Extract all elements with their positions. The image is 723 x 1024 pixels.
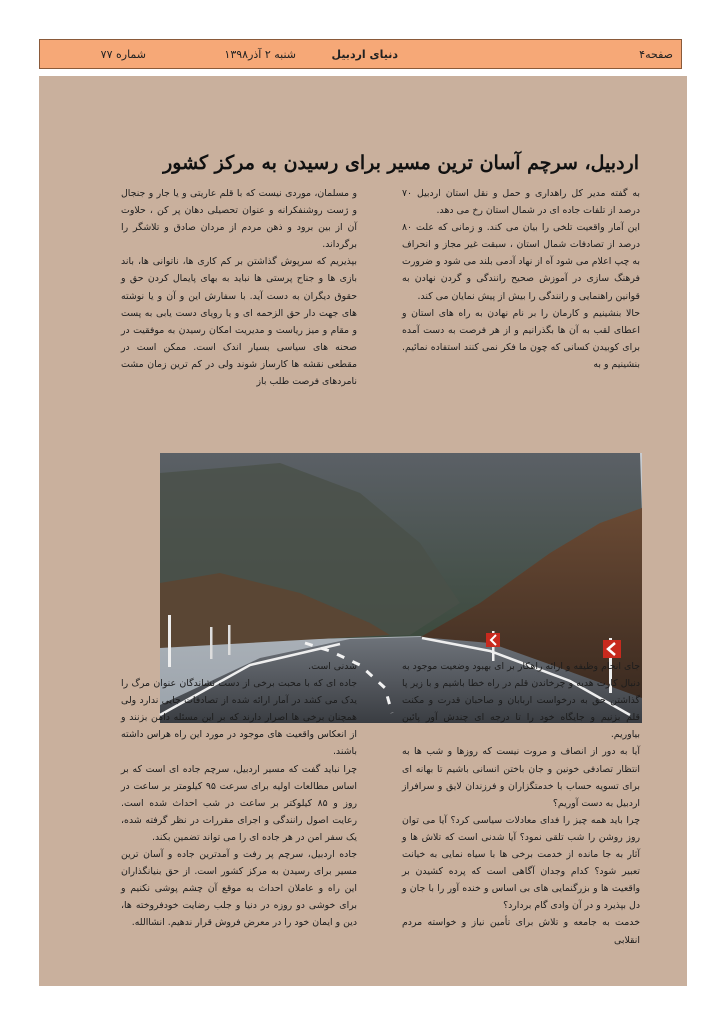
article-headline: اردبیل، سرچم آسان ترین مسیر برای رسیدن به مرکز کشور — [163, 152, 639, 174]
paragraph: چرا نباید گفت که مسیر اردبیل، سرچم جاده ای است که بر اساس مطالعات اولیه برای سرعت ۹۵ کیلومتر بر ساعت در روز و ۸۵ کیلوکتر بر ساعت در شب احداث شده است. رعایت اصول رانندگی و اجرای مقررات در نظر گرفته شده، یک سفر امن در هر جاده ای را می تواند تضمین بکند. — [121, 763, 358, 843]
issue-number: شماره ۷۷ — [100, 48, 146, 61]
newspaper-name: دنیای اردبیل — [331, 48, 398, 61]
paragraph: جای انجام وظیفه و ارائه راهکار بر ای بهبود وضعیت موجود به دنبال کارت هدیه و چرخاندن قلم در راه خطا باشیم و با زیر پا گذاشتن حق به درخواست اربابان و صاحبان قدرت و مکنت قلم بزنیم و جایگاه خود را تا درجه ای چندش آور پائین بیاوریم. — [402, 661, 640, 741]
page-panel — [39, 76, 687, 986]
paragraph: شدنی است. — [308, 661, 357, 672]
paragraph: این آمار واقعیت تلخی را بیان می کند. و زمانی که علت ۸۰ درصد از تصادفات شمال استان ، سبقت غیر مجاز و انحراف به چپ اعلام می شود آه از نهاد آدمی بلند می شود و ضرورت فرهنگ سازی در آموزش صحیح رانندگی و گردن نهادن به قوانین راهنمایی و رانندگی را بیش از پیش نمایان می کند. — [402, 222, 640, 302]
column-top-left — [121, 185, 357, 388]
paragraph: جاده اردبیل، سرچم پر رفت و آمدترین جاده و آسان ترین مسیر برای رسیدن به مرکز کشور است. از حق بنیانگذاران این راه و عاملان احداث به موقع آن چشم پوشی نکنیم و برای خوشی دو روزه در دنیا و جلب رضایت خودفروخته ها، دین و ایمان خود را در معرض فروش قرار ندهیم. انشاالله. — [121, 849, 357, 929]
paragraph: خدمت به جامعه و تلاش برای تأمین نیاز و خواسته مردم انقلابی — [402, 917, 640, 946]
column-top-right — [402, 185, 640, 380]
paragraph: جاده ای که با محبت برخی از دست نشاندگان عنوان مرگ را یدک می کشد در آمار ارائه شده از تصادفات جایی ندارد ولی همچنان برخی ها اصرار دارند که بر این مسئله دامن بزنند و از انعکاس واقعیت های موجود در مورد این راه هراس داشته باشند. — [121, 678, 357, 758]
column-bottom-right — [402, 658, 640, 946]
paragraph: بپذیریم که سرپوش گذاشتن بر کم کاری ها، ناتوانی ها، باند بازی ها و جناح پرستی ها نباید به بهای پایمال کردن حق و حقوق دیگران به دست آید. با سفارش این و آن و یا نوشته های جهت دار حق الزحمه ای و یا رویای دست یابی به پست و مقام و میز ریاست و مدیریت امکان رسیدن به موفقیت در صحنه های سیاسی بسیار اندک است. ممکن است در مقطعی نقشه ها کارساز شوند ولی در کم ترین زمان مشت نامردهای فرصت طلب باز — [121, 256, 357, 388]
page-header-bar — [39, 39, 682, 69]
issue-date: شنبه ۲ آذر۱۳۹۸ — [224, 48, 296, 61]
paragraph: آیا به دور از انصاف و مروت نیست که روزها و شب ها به انتظار تصادفی خونین و جان باختن انسانی باشیم تا بهانه ای برای تسویه حساب با خدمتگزاران و فرزندان لایق و سرافراز اردبیل به دست آوریم؟ — [402, 746, 640, 809]
paragraph: چرا باید همه چیز را فدای معادلات سیاسی کرد؟ آیا می توان روز روشن را شب تلقی نمود؟ آیا شدنی است که تلاش ها و آثار به جا مانده از خدمت برخی ها با سیاه نمایی به خیانت تعبیر شود؟ کدام وجدان آگاهی است که پرده کشیدن بر واقعیت ها و بزرگنمایی های بی اساس و خنده آور را با جان و دل بپذیرد و در آن وادی گام بردارد؟ — [402, 814, 640, 912]
paragraph: و مسلمان، موردی نیست که با قلم عاریتی و یا جار و جنجال و ژست روشنفکرانه و عنوان تحصیلی دهان پر کن ، حلاوت آن از بین برود و ذهن مردم از مردان صادق و تلاشگر را برگرداند. — [121, 188, 357, 251]
page-number: صفحه۴ — [639, 48, 673, 61]
paragraph: به گفته مدیر کل راهداری و حمل و نقل استان اردبیل ۷۰ درصد از تلفات جاده ای در شمال استان رخ می دهد. — [402, 188, 640, 217]
column-bottom-left — [121, 658, 358, 929]
paragraph: حالا بنشینیم و کارمان را بر نام نهادن به راه های استان و اعطای لقب به آن ها بگذرانیم و از هر فرصت به دست آمده برای کوبیدن کسانی که چون ما فکر نمی کنند استفاده نمائیم. بنشینیم و به — [402, 307, 640, 370]
